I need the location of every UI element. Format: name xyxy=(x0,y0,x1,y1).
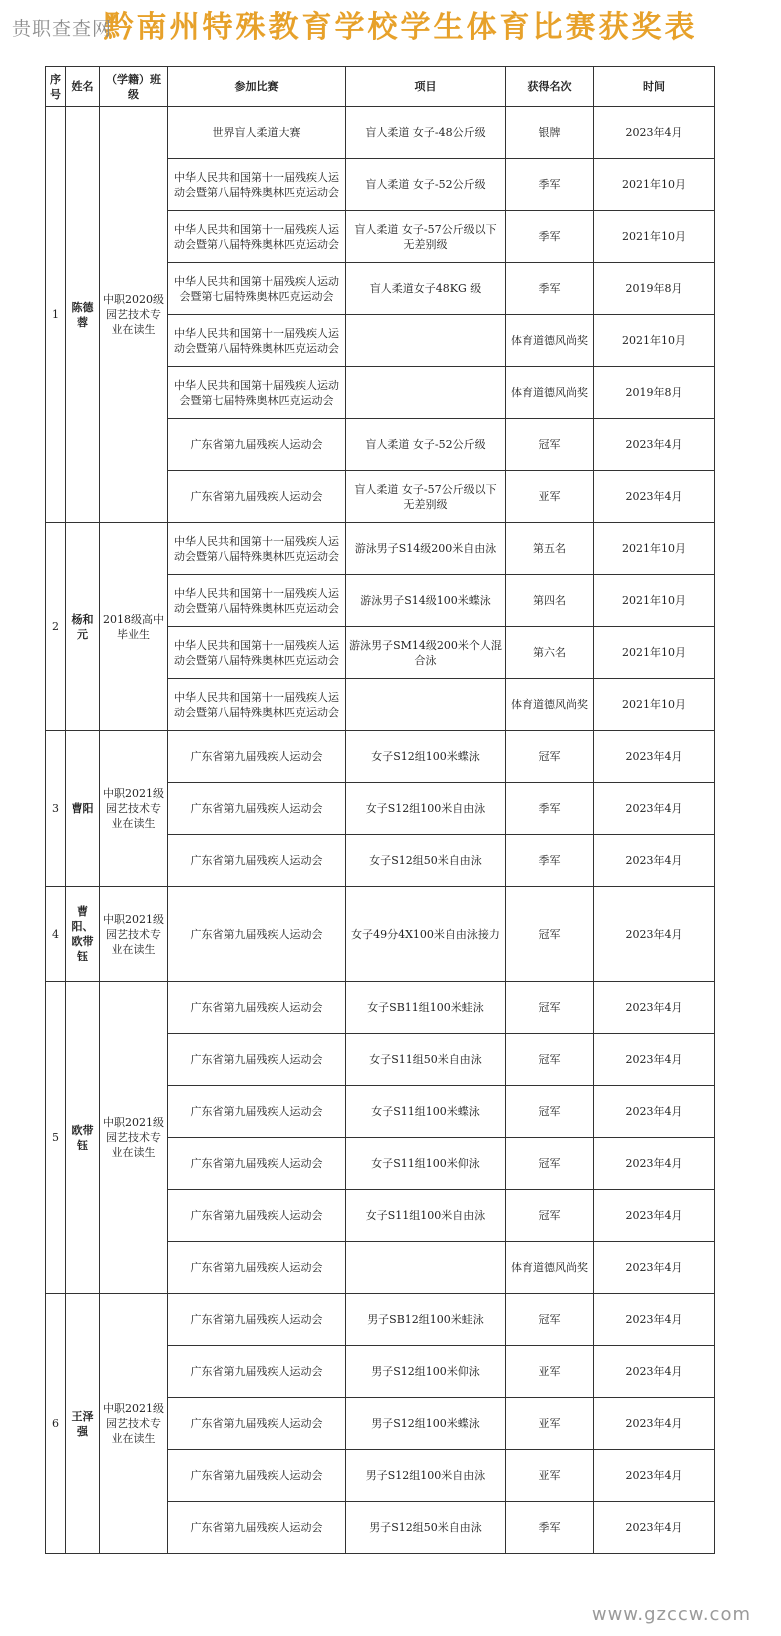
cell-competition: 广东省第九届残疾人运动会 xyxy=(168,419,346,471)
cell-event: 女子49分4X100米自由泳接力 xyxy=(346,887,506,982)
cell-seq: 5 xyxy=(46,982,66,1294)
cell-name: 曹阳、欧带钰 xyxy=(66,887,100,982)
cell-time: 2021年10月 xyxy=(594,159,715,211)
cell-event: 男子SB12组100米蛙泳 xyxy=(346,1294,506,1346)
cell-time: 2021年10月 xyxy=(594,679,715,731)
cell-rank: 冠军 xyxy=(506,1190,594,1242)
cell-competition: 中华人民共和国第十届残疾人运动会暨第七届特殊奥林匹克运动会 xyxy=(168,263,346,315)
cell-rank: 季军 xyxy=(506,1502,594,1554)
cell-time: 2023年4月 xyxy=(594,783,715,835)
cell-name: 杨和元 xyxy=(66,523,100,731)
cell-time: 2023年4月 xyxy=(594,471,715,523)
cell-time: 2021年10月 xyxy=(594,523,715,575)
awards-table xyxy=(45,66,715,1554)
cell-competition: 广东省第九届残疾人运动会 xyxy=(168,982,346,1034)
cell-seq: 4 xyxy=(46,887,66,982)
header-name: 姓名 xyxy=(66,67,100,107)
cell-time: 2023年4月 xyxy=(594,1138,715,1190)
cell-rank: 亚军 xyxy=(506,1398,594,1450)
cell-competition: 广东省第九届残疾人运动会 xyxy=(168,1346,346,1398)
cell-time: 2023年4月 xyxy=(594,887,715,982)
cell-event: 女子SB11组100米蛙泳 xyxy=(346,982,506,1034)
table-row xyxy=(46,1294,715,1346)
cell-time: 2019年8月 xyxy=(594,367,715,419)
cell-competition: 中华人民共和国第十一届残疾人运动会暨第八届特殊奥林匹克运动会 xyxy=(168,159,346,211)
cell-time: 2023年4月 xyxy=(594,1086,715,1138)
cell-rank: 冠军 xyxy=(506,1086,594,1138)
header-time: 时间 xyxy=(594,67,715,107)
cell-competition: 中华人民共和国第十一届残疾人运动会暨第八届特殊奥林匹克运动会 xyxy=(168,211,346,263)
header-seq: 序号 xyxy=(46,67,66,107)
cell-event: 盲人柔道 女子-57公斤级以下无差别级 xyxy=(346,211,506,263)
header-rank: 获得名次 xyxy=(506,67,594,107)
cell-time: 2023年4月 xyxy=(594,1190,715,1242)
cell-event: 男子S12组100米自由泳 xyxy=(346,1450,506,1502)
cell-competition: 中华人民共和国第十一届残疾人运动会暨第八届特殊奥林匹克运动会 xyxy=(168,523,346,575)
page-title: 黔南州特殊教育学校学生体育比赛获奖表 xyxy=(103,10,698,45)
cell-competition: 广东省第九届残疾人运动会 xyxy=(168,1398,346,1450)
cell-rank: 第六名 xyxy=(506,627,594,679)
cell-seq: 2 xyxy=(46,523,66,731)
cell-time: 2023年4月 xyxy=(594,1242,715,1294)
table-row xyxy=(46,731,715,783)
cell-rank: 冠军 xyxy=(506,1294,594,1346)
cell-class: 中职2021级园艺技术专业在读生 xyxy=(100,731,168,887)
cell-competition: 广东省第九届残疾人运动会 xyxy=(168,1242,346,1294)
cell-rank: 亚军 xyxy=(506,1346,594,1398)
cell-rank: 冠军 xyxy=(506,982,594,1034)
table-row xyxy=(46,887,715,982)
cell-rank: 冠军 xyxy=(506,731,594,783)
cell-rank: 季军 xyxy=(506,211,594,263)
cell-rank: 冠军 xyxy=(506,1138,594,1190)
cell-competition: 广东省第九届残疾人运动会 xyxy=(168,1138,346,1190)
cell-event: 女子S12组50米自由泳 xyxy=(346,835,506,887)
header-event: 项目 xyxy=(346,67,506,107)
header-class: （学籍）班级 xyxy=(100,67,168,107)
cell-class: 中职2020级园艺技术专业在读生 xyxy=(100,107,168,523)
cell-name: 陈德蓉 xyxy=(66,107,100,523)
cell-rank: 亚军 xyxy=(506,471,594,523)
cell-event: 女子S12组100米自由泳 xyxy=(346,783,506,835)
cell-competition: 广东省第九届残疾人运动会 xyxy=(168,1086,346,1138)
cell-time: 2023年4月 xyxy=(594,1398,715,1450)
header-competition: 参加比赛 xyxy=(168,67,346,107)
table-row xyxy=(46,982,715,1034)
cell-competition: 广东省第九届残疾人运动会 xyxy=(168,783,346,835)
table-row xyxy=(46,107,715,159)
cell-competition: 广东省第九届残疾人运动会 xyxy=(168,1502,346,1554)
cell-event: 盲人柔道 女子-52公斤级 xyxy=(346,419,506,471)
cell-rank: 季军 xyxy=(506,263,594,315)
cell-time: 2023年4月 xyxy=(594,835,715,887)
cell-rank: 体育道德风尚奖 xyxy=(506,1242,594,1294)
cell-event: 女子S11组50米自由泳 xyxy=(346,1034,506,1086)
cell-competition: 广东省第九届残疾人运动会 xyxy=(168,835,346,887)
cell-event: 盲人柔道 女子-57公斤级以下无差别级 xyxy=(346,471,506,523)
cell-rank: 银牌 xyxy=(506,107,594,159)
cell-seq: 6 xyxy=(46,1294,66,1554)
cell-class: 中职2021级园艺技术专业在读生 xyxy=(100,1294,168,1554)
cell-event: 男子S12组100米蝶泳 xyxy=(346,1398,506,1450)
table-body xyxy=(46,107,715,1554)
cell-rank: 第四名 xyxy=(506,575,594,627)
cell-time: 2023年4月 xyxy=(594,731,715,783)
cell-competition: 中华人民共和国第十一届残疾人运动会暨第八届特殊奥林匹克运动会 xyxy=(168,679,346,731)
cell-competition: 广东省第九届残疾人运动会 xyxy=(168,1034,346,1086)
cell-event: 女子S11组100米蝶泳 xyxy=(346,1086,506,1138)
cell-rank: 冠军 xyxy=(506,419,594,471)
cell-time: 2023年4月 xyxy=(594,419,715,471)
cell-event: 女子S12组100米蝶泳 xyxy=(346,731,506,783)
cell-rank: 季军 xyxy=(506,835,594,887)
cell-competition: 世界盲人柔道大赛 xyxy=(168,107,346,159)
cell-time: 2021年10月 xyxy=(594,627,715,679)
cell-event xyxy=(346,1242,506,1294)
cell-time: 2023年4月 xyxy=(594,1502,715,1554)
cell-rank: 季军 xyxy=(506,159,594,211)
table-row xyxy=(46,523,715,575)
cell-competition: 中华人民共和国第十一届残疾人运动会暨第八届特殊奥林匹克运动会 xyxy=(168,627,346,679)
cell-time: 2023年4月 xyxy=(594,1346,715,1398)
cell-competition: 广东省第九届残疾人运动会 xyxy=(168,1294,346,1346)
cell-event xyxy=(346,679,506,731)
cell-event: 游泳男子S14级100米蝶泳 xyxy=(346,575,506,627)
cell-competition: 广东省第九届残疾人运动会 xyxy=(168,1450,346,1502)
cell-rank: 第五名 xyxy=(506,523,594,575)
cell-time: 2023年4月 xyxy=(594,982,715,1034)
cell-competition: 中华人民共和国第十一届残疾人运动会暨第八届特殊奥林匹克运动会 xyxy=(168,575,346,627)
cell-rank: 亚军 xyxy=(506,1450,594,1502)
cell-class: 中职2021级园艺技术专业在读生 xyxy=(100,887,168,982)
cell-rank: 体育道德风尚奖 xyxy=(506,679,594,731)
cell-name: 欧带钰 xyxy=(66,982,100,1294)
header-row xyxy=(46,67,715,107)
cell-event: 男子S12组50米自由泳 xyxy=(346,1502,506,1554)
cell-class: 2018级高中毕业生 xyxy=(100,523,168,731)
cell-competition: 广东省第九届残疾人运动会 xyxy=(168,731,346,783)
cell-event: 盲人柔道 女子-48公斤级 xyxy=(346,107,506,159)
cell-rank: 体育道德风尚奖 xyxy=(506,367,594,419)
cell-time: 2023年4月 xyxy=(594,1294,715,1346)
cell-time: 2021年10月 xyxy=(594,315,715,367)
cell-rank: 冠军 xyxy=(506,1034,594,1086)
cell-competition: 中华人民共和国第十一届残疾人运动会暨第八届特殊奥林匹克运动会 xyxy=(168,315,346,367)
cell-rank: 季军 xyxy=(506,783,594,835)
cell-time: 2021年10月 xyxy=(594,211,715,263)
cell-time: 2023年4月 xyxy=(594,107,715,159)
cell-time: 2023年4月 xyxy=(594,1450,715,1502)
cell-competition: 广东省第九届残疾人运动会 xyxy=(168,471,346,523)
cell-event: 女子S11组100米仰泳 xyxy=(346,1138,506,1190)
cell-event: 盲人柔道女子48KG 级 xyxy=(346,263,506,315)
cell-event xyxy=(346,315,506,367)
cell-competition: 广东省第九届残疾人运动会 xyxy=(168,887,346,982)
cell-name: 曹阳 xyxy=(66,731,100,887)
cell-event: 盲人柔道 女子-52公斤级 xyxy=(346,159,506,211)
cell-competition: 广东省第九届残疾人运动会 xyxy=(168,1190,346,1242)
cell-rank: 冠军 xyxy=(506,887,594,982)
cell-name: 王泽强 xyxy=(66,1294,100,1554)
cell-class: 中职2021级园艺技术专业在读生 xyxy=(100,982,168,1294)
cell-rank: 体育道德风尚奖 xyxy=(506,315,594,367)
cell-seq: 1 xyxy=(46,107,66,523)
cell-event xyxy=(346,367,506,419)
cell-time: 2019年8月 xyxy=(594,263,715,315)
cell-event: 男子S12组100米仰泳 xyxy=(346,1346,506,1398)
cell-event: 女子S11组100米自由泳 xyxy=(346,1190,506,1242)
cell-competition: 中华人民共和国第十届残疾人运动会暨第七届特殊奥林匹克运动会 xyxy=(168,367,346,419)
cell-event: 游泳男子S14级200米自由泳 xyxy=(346,523,506,575)
cell-time: 2021年10月 xyxy=(594,575,715,627)
cell-event: 游泳男子SM14级200米个人混合泳 xyxy=(346,627,506,679)
watermark-top: 贵职查查网 xyxy=(12,18,113,40)
watermark-bottom: www.gzccw.com xyxy=(591,1604,751,1625)
cell-seq: 3 xyxy=(46,731,66,887)
cell-time: 2023年4月 xyxy=(594,1034,715,1086)
